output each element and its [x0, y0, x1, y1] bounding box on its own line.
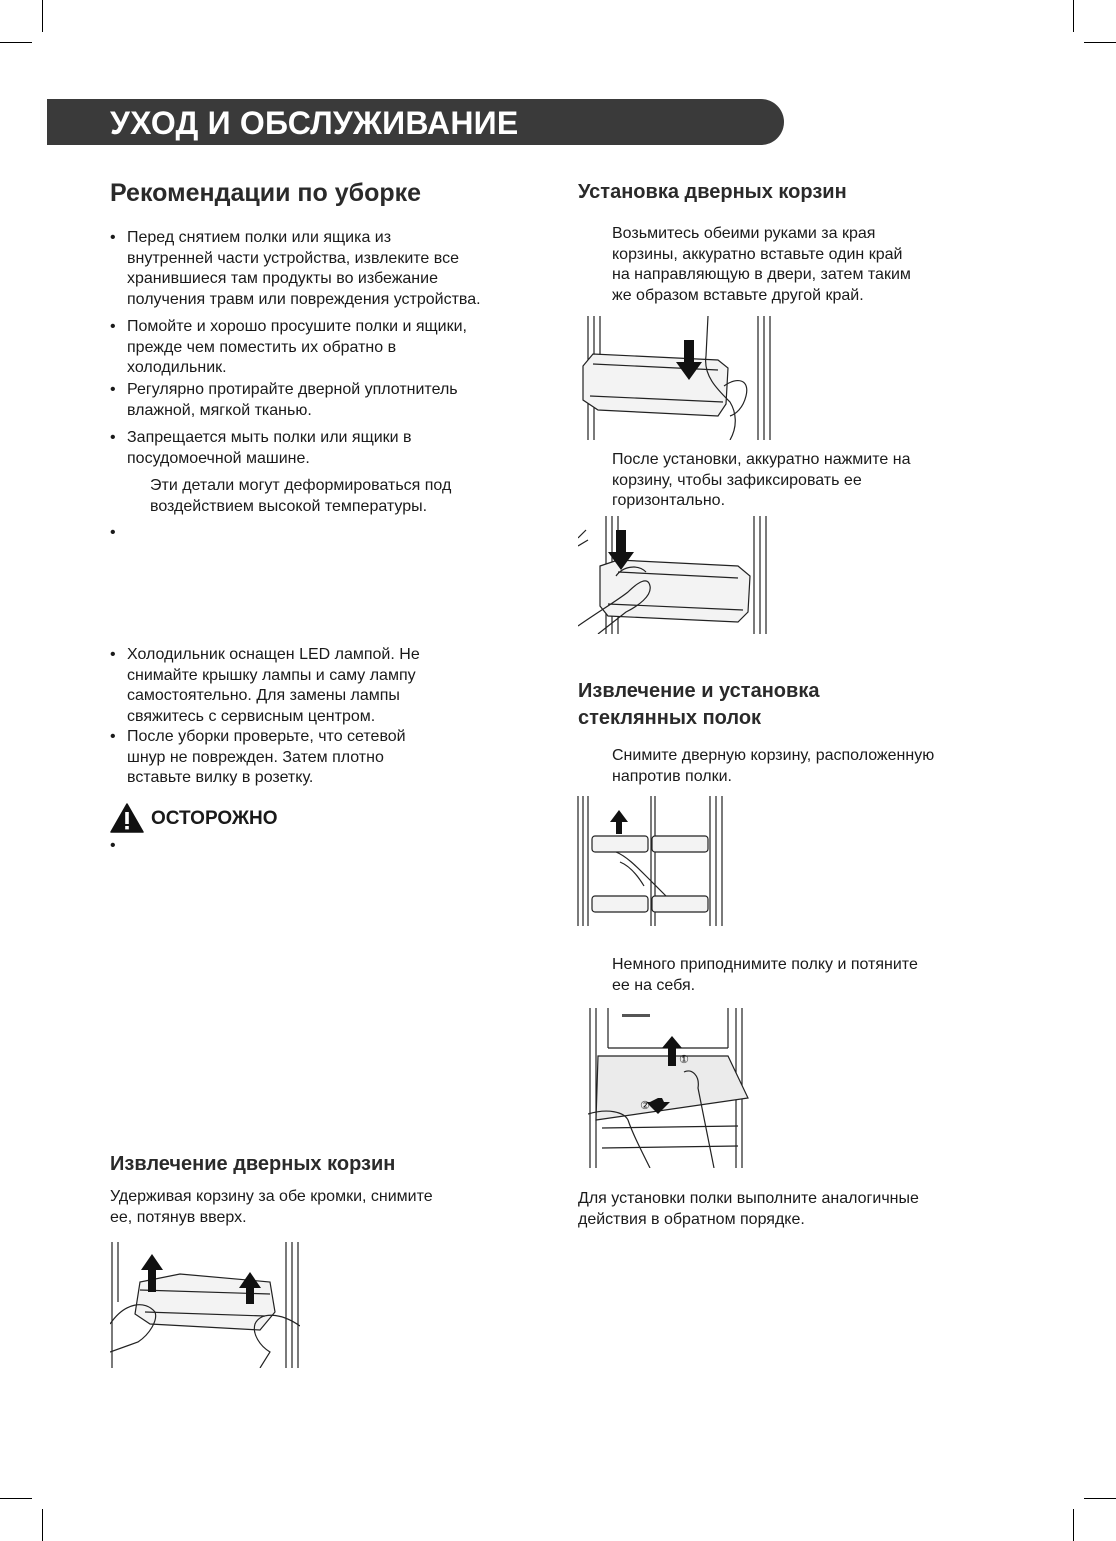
crop-mark: [0, 1498, 32, 1499]
cleaning-title: Рекомендации по уборке: [110, 179, 422, 207]
crop-mark: [1073, 0, 1074, 32]
remove-door-basket-illustration: [576, 796, 726, 926]
caution-label: ОСТОРОЖНО: [151, 808, 278, 829]
list-item: • Холодильник оснащен LED лампой. Не снимайте крышку лампы и саму лампу самостоятельно. Для замены лампы свяжитесь с сервисным центром.: [110, 646, 420, 725]
step-marker-2: ②: [640, 1099, 650, 1112]
crop-mark: [42, 1509, 43, 1541]
section-header: [47, 99, 784, 145]
list-item: • Запрещается мыть полки или ящики в посудомоечной машине.: [110, 429, 412, 467]
glass-shelves-step1: Снимите дверную корзину, расположенную напротив полки.: [612, 747, 935, 785]
glass-shelves-step2: Немного приподнимите полку и потяните ее на себя.: [612, 956, 918, 994]
install-baskets-step1: Возьмитесь обеими руками за края корзины, аккуратно вставьте один край на направляющую в двери, затем таким же образом вставьте другой край.: [612, 225, 911, 304]
step-marker-1: ①: [679, 1053, 689, 1066]
install-basket-illustration: [578, 316, 772, 440]
install-baskets-step2: После установки, аккуратно нажмите на корзину, чтобы зафиксировать ее горизонтально.: [612, 451, 911, 509]
lift-shelf-illustration: [588, 1008, 750, 1168]
crop-mark: [1084, 1498, 1116, 1499]
crop-mark: [1073, 1509, 1074, 1541]
list-item: • Помойте и хорошо просушите полки и ящики, прежде чем поместить их обратно в холодильник.: [110, 318, 467, 376]
crop-mark: [42, 0, 43, 32]
list-item: • Регулярно протирайте дверной уплотнитель влажной, мягкой тканью.: [110, 381, 458, 419]
press-basket-illustration: [578, 516, 778, 634]
remove-basket-illustration: [110, 1242, 300, 1368]
remove-baskets-text: Удерживая корзину за обе кромки, снимите ее, потянув вверх.: [110, 1188, 433, 1226]
remove-baskets-title: Извлечение дверных корзин: [110, 1153, 396, 1175]
section-title: УХОД И ОБСЛУЖИВАНИЕ: [110, 105, 519, 141]
install-baskets-title: Установка дверных корзин: [578, 181, 847, 203]
crop-mark: [1084, 42, 1116, 43]
glass-shelves-title: Извлечение и установка стеклянных полок: [578, 680, 820, 729]
glass-shelves-final: Для установки полки выполните аналогичные действия в обратном порядке.: [578, 1190, 919, 1228]
warning-triangle-icon: [110, 803, 144, 833]
cleaning-note: Эти детали могут деформироваться под воздействием высокой температуры.: [150, 477, 452, 515]
list-item: • Перед снятием полки или ящика из внутренней части устройства, извлеките все хранившиеся там продукты во избежание получения травм или повреждения устройства.: [110, 229, 481, 308]
crop-mark: [0, 42, 32, 43]
caution-heading: [110, 803, 278, 833]
list-item: • После уборки проверьте, что сетевой шнур не поврежден. Затем плотно вставьте вилку в розетку.: [110, 728, 406, 786]
